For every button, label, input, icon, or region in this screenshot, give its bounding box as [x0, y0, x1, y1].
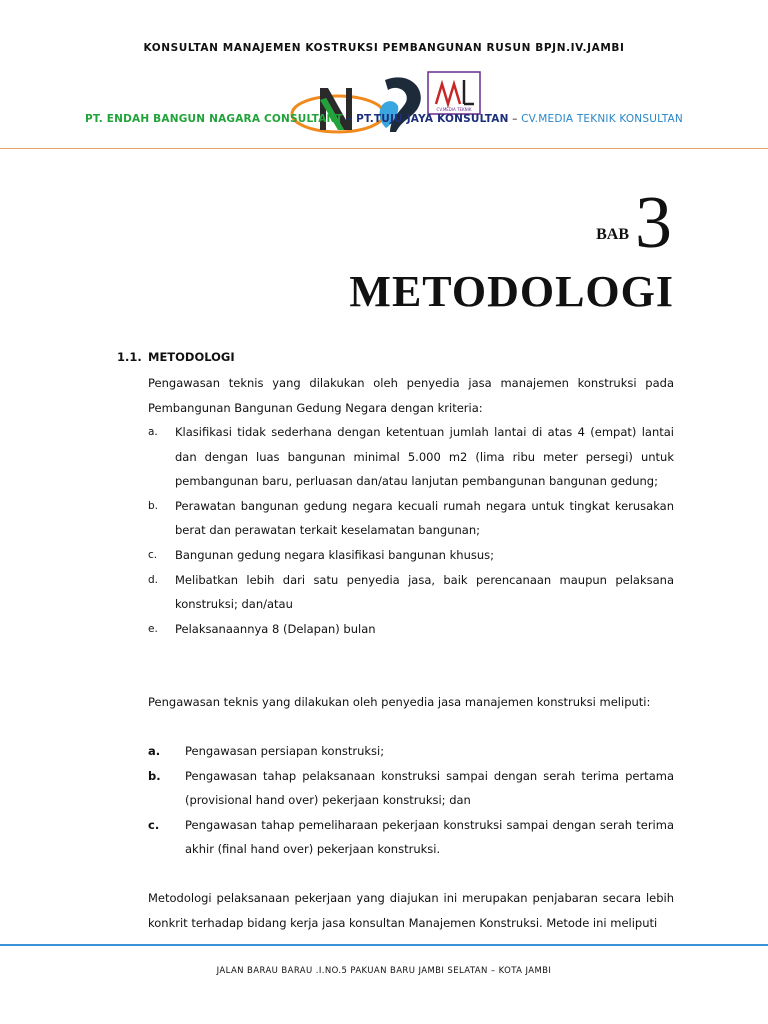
list-item: [148, 739, 674, 764]
list-marker: a.: [148, 426, 158, 438]
company-name-3: CV.MEDIA TEKNIK KONSULTAN: [521, 113, 683, 125]
list-marker: c.: [148, 817, 160, 832]
list-item: [148, 568, 674, 617]
chapter-title: METODOLOGI: [349, 267, 674, 316]
list-item-text: Melibatkan lebih dari satu penyedia jasa, baik perencanaan maupun pelaksana konstruksi; dan/atau: [175, 572, 674, 612]
list-marker: e.: [148, 622, 158, 635]
company-separator: –: [508, 113, 522, 125]
closing-paragraph: Metodologi pelaksanaan pekerjaan yang diajukan ini merupakan penjabaran secara lebih konkrit terhadap bidang kerja jasa konsultan Manajemen Konstruksi. Metode ini meliputi: [148, 891, 674, 930]
footer-address: JALAN BARAU BARAU .I.NO.5 PAKUAN BARU JAMBI SELATAN – KOTA JAMBI: [216, 966, 552, 976]
intro-paragraph-1: Pengawasan teknis yang dilakukan oleh penyedia jasa manajemen konstruksi pada Pembangunan Bangunan Gedung Negara dengan kriteria:: [148, 376, 674, 415]
header-divider: [0, 148, 768, 149]
logo-group: [290, 70, 490, 140]
header-title: KONSULTAN MANAJEMEN KOSTRUKSI PEMBANGUNAN RUSUN BPJN.IV.JAMBI: [143, 42, 625, 54]
company-name-2: – PT.TUJU JAYA KONSULTAN: [342, 113, 509, 125]
chapter-word: BAB: [596, 226, 629, 243]
list-item: [148, 617, 674, 642]
list-item-text: Bangunan gedung negara klasifikasi bangunan khusus;: [175, 547, 495, 562]
company-line: [0, 113, 768, 125]
list-item-text: Pengawasan persiapan konstruksi;: [185, 744, 385, 758]
list-marker: c.: [148, 548, 158, 561]
section-number: 1.1.: [117, 350, 142, 364]
logo-caption: CV.MEDIA TEKNIK: [436, 107, 472, 112]
list-item-text: Pelaksanaannya 8 (Delapan) bulan: [175, 621, 376, 636]
list-item-text: Pengawasan tahap pemeliharaan pekerjaan konstruksi sampai dengan serah terima akhir (final hand over) pekerjaan konstruksi.: [185, 817, 674, 857]
section-title: METODOLOGI: [148, 350, 235, 364]
list-item-text: Pengawasan tahap pelaksanaan konstruksi sampai dengan serah terima pertama (provisional hand over) pekerjaan konstruksi; dan: [185, 768, 674, 808]
criteria-list: [148, 420, 674, 641]
media-teknik-logo: [428, 72, 480, 114]
scope-list: [148, 739, 674, 862]
list-item-text: Klasifikasi tidak sederhana dengan ketentuan jumlah lantai di atas 4 (empat) lantai dan dengan luas bangunan minimal 5.000 m2 (lima ribu meter persegi) untuk pembangunan baru, perluasan dan/atau lanjutan pembangunan bangunan gedung;: [175, 425, 674, 489]
company-logos: [290, 70, 490, 140]
list-marker: b.: [148, 768, 161, 783]
chapter-label: [596, 180, 672, 266]
list-item-text: Perawatan bangunan gedung negara kecuali rumah negara untuk tingkat kerusakan berat dan perawatan terkait keselamatan bangunan;: [175, 498, 674, 538]
chapter-number: 3: [635, 182, 672, 264]
list-item: [148, 494, 674, 543]
list-marker: a.: [148, 744, 161, 758]
list-marker: d.: [148, 573, 159, 586]
section-heading: [117, 350, 235, 364]
footer-divider: [0, 944, 768, 946]
intro-paragraph-2: Pengawasan teknis yang dilakukan oleh penyedia jasa manajemen konstruksi meliputi:: [148, 695, 651, 709]
list-marker: b.: [148, 499, 159, 512]
company-name-1: PT. ENDAH BANGUN NAGARA CONSULTANT: [85, 113, 343, 125]
list-item: [148, 813, 674, 862]
list-item: [148, 420, 674, 494]
list-item: [148, 764, 674, 813]
list-item: [148, 543, 674, 568]
